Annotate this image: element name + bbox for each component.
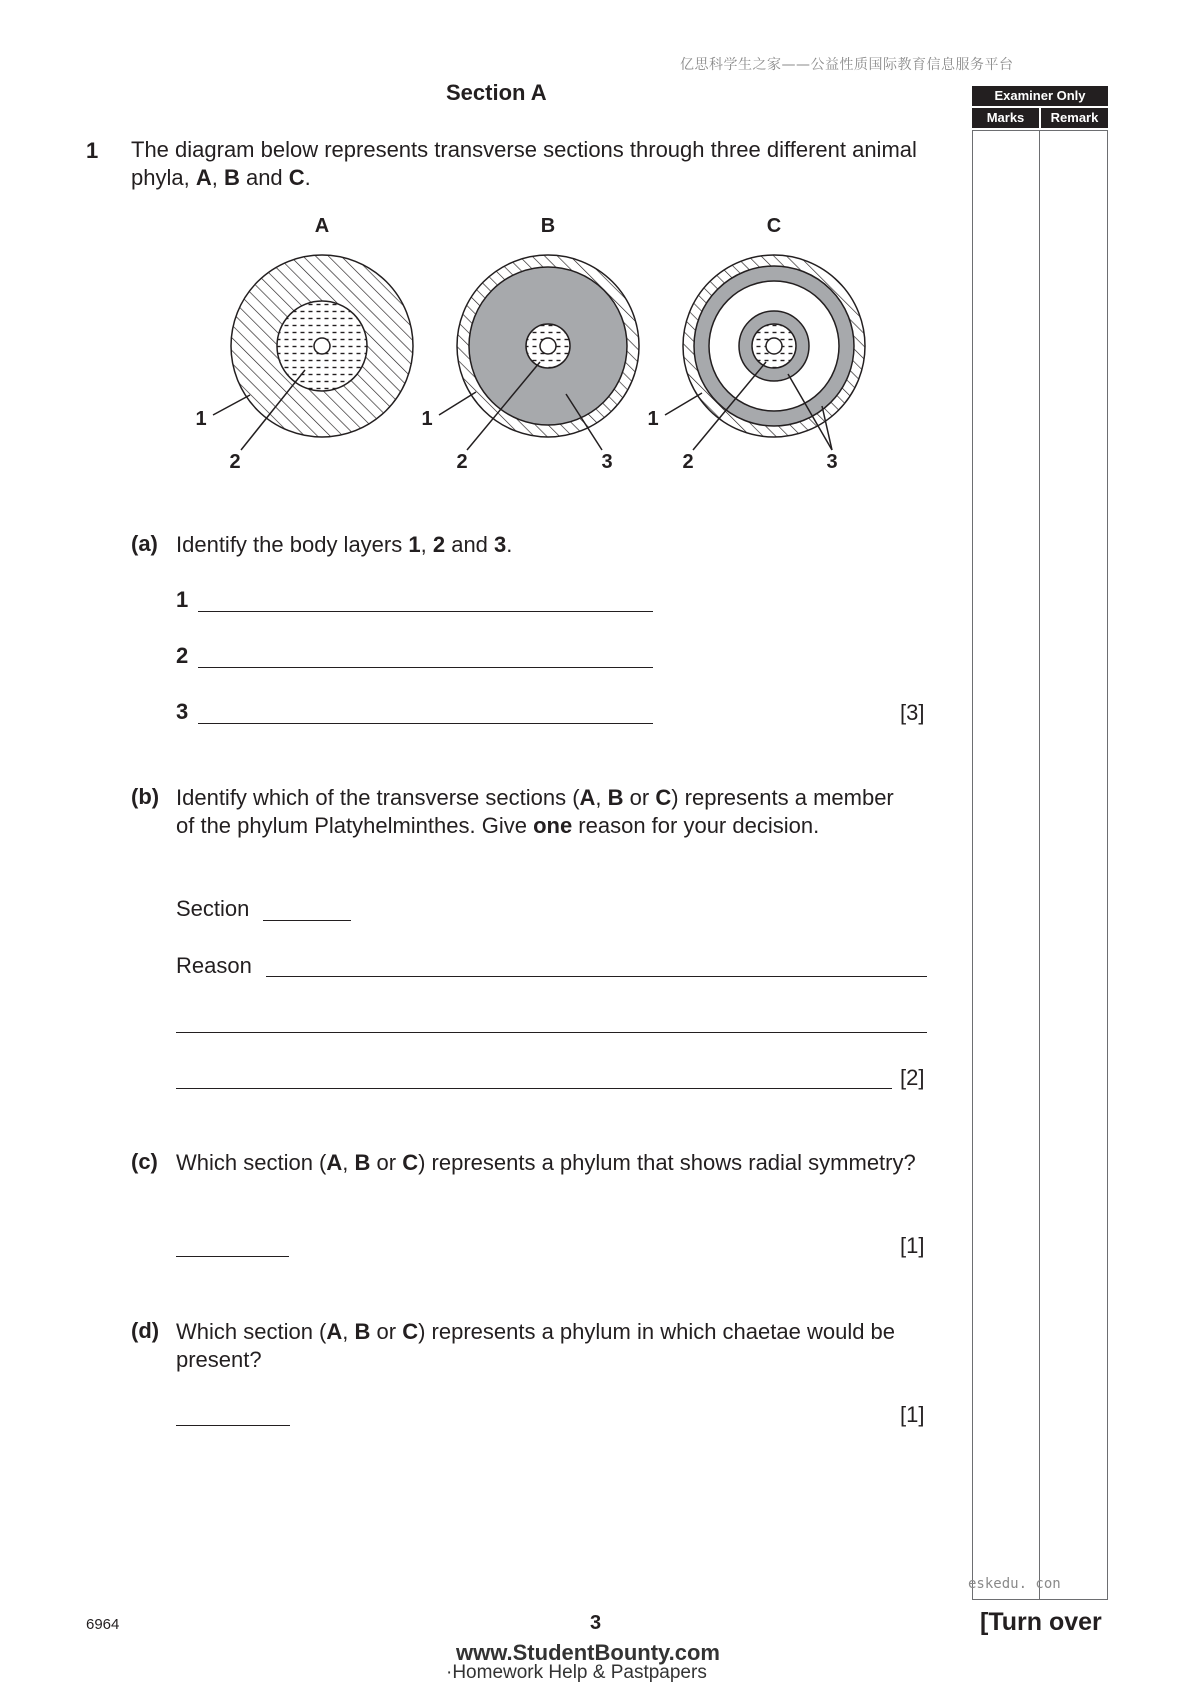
- page-number: 3: [590, 1612, 602, 1634]
- part-a-answer-2-line[interactable]: [198, 667, 653, 668]
- part-b-text: Identify which of the transverse sections (A, B or C) represents a member of the phylum Platyhelminthes. Give one reason for your decision.: [176, 785, 894, 838]
- paper-code: 6964: [86, 1616, 120, 1633]
- part-b-reason-line-3[interactable]: [176, 1088, 892, 1089]
- section-a-label-1: 1: [195, 408, 207, 430]
- part-a-answer-3-line[interactable]: [198, 723, 653, 724]
- section-b-label-3: 3: [601, 451, 613, 473]
- part-b-marks: [2]: [900, 1065, 925, 1090]
- question-stem: The diagram below represents transverse sections through three different animal phyla, A, B and C.: [131, 137, 917, 190]
- part-b-section-label: Section: [176, 896, 250, 921]
- section-a-cross-section: [213, 255, 413, 450]
- section-a-label-2: 2: [229, 451, 241, 473]
- section-title: Section A: [446, 80, 547, 105]
- footer-watermark: eskedu. con: [968, 1576, 1061, 1592]
- part-d-marks: [1]: [900, 1402, 925, 1427]
- section-b-label-2: 2: [456, 451, 468, 473]
- part-d-answer-line[interactable]: [176, 1425, 290, 1426]
- part-d-label: (d): [131, 1318, 160, 1343]
- examiner-only-box: [972, 86, 1108, 1600]
- footer-tagline: ·Homework Help & Pastpapers: [446, 1662, 707, 1683]
- section-c-label-3: 3: [826, 451, 838, 473]
- part-a-answer-2-label: 2: [176, 643, 189, 668]
- part-a-label: (a): [131, 531, 158, 556]
- section-b-label-1: 1: [421, 408, 433, 430]
- turn-over: [Turn over: [980, 1608, 1102, 1636]
- part-a-text: Identify the body layers 1, 2 and 3.: [176, 532, 513, 557]
- transverse-sections-diagram: [180, 210, 900, 480]
- part-b-reason-label: Reason: [176, 953, 252, 978]
- section-letter-b: B: [540, 215, 556, 237]
- part-b-label: (b): [131, 784, 160, 809]
- part-a-answer-1-label: 1: [176, 587, 189, 612]
- part-a-marks: [3]: [900, 700, 925, 725]
- section-letter-c: C: [766, 215, 782, 237]
- part-b-reason-line-2[interactable]: [176, 1032, 927, 1033]
- section-c-label-1: 1: [647, 408, 659, 430]
- part-a-answer-3-label: 3: [176, 699, 189, 724]
- part-c-marks: [1]: [900, 1233, 925, 1258]
- examiner-only-title: Examiner Only: [972, 86, 1108, 106]
- marks-column-header: Marks: [972, 108, 1039, 128]
- part-b-reason-line-1[interactable]: [266, 976, 927, 977]
- part-a-answer-1-line[interactable]: [198, 611, 653, 612]
- section-c-label-2: 2: [682, 451, 694, 473]
- part-c-answer-line[interactable]: [176, 1256, 289, 1257]
- footer-site-link[interactable]: www.StudentBounty.com: [456, 1640, 720, 1665]
- remark-column-header: Remark: [1041, 108, 1108, 128]
- part-d-text: Which section (A, B or C) represents a phylum in which chaetae would be present?: [176, 1319, 896, 1372]
- section-letter-a: A: [314, 215, 330, 237]
- part-c-text: Which section (A, B or C) represents a phylum that shows radial symmetry?: [176, 1150, 916, 1175]
- section-b-cross-section: [439, 255, 639, 450]
- question-number: 1: [86, 138, 99, 163]
- header-watermark: 亿思科学生之家——公益性质国际教育信息服务平台: [680, 57, 1014, 73]
- section-c-cross-section: [665, 255, 865, 450]
- remark-column: [1039, 130, 1108, 1600]
- part-b-section-line[interactable]: [263, 920, 351, 921]
- part-c-label: (c): [131, 1149, 158, 1174]
- marks-column: [972, 130, 1040, 1600]
